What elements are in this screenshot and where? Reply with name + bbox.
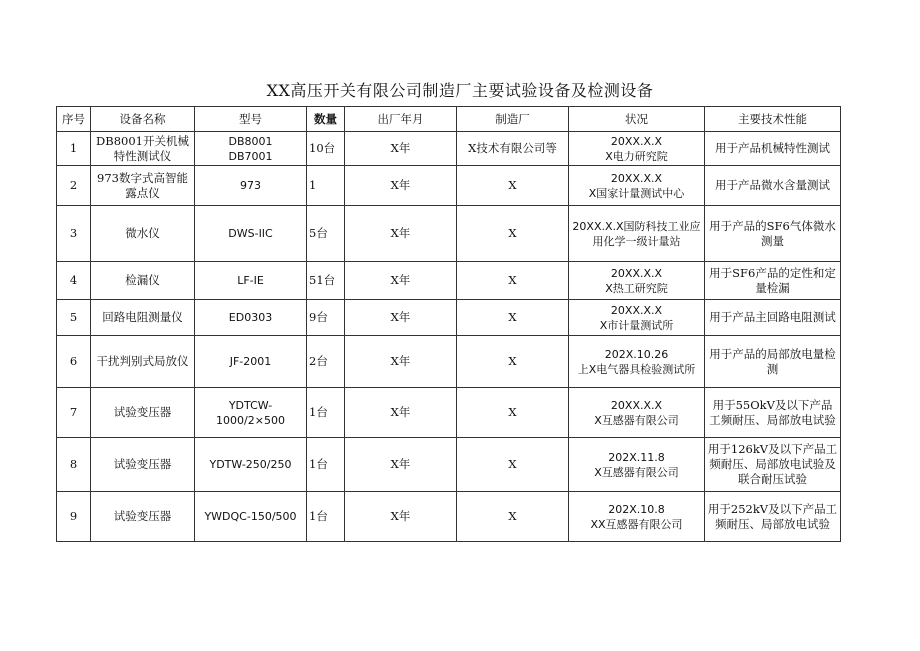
cell-status-text: X热工研究院 bbox=[605, 281, 668, 295]
cell-maker-text: X bbox=[508, 457, 517, 471]
cell-status-text: 202X.10.8 bbox=[608, 502, 665, 516]
cell-no-text: 6 bbox=[69, 354, 78, 368]
cell-qty-text: 2台 bbox=[309, 354, 328, 368]
cell-maker bbox=[457, 262, 569, 300]
cell-name bbox=[91, 336, 195, 388]
equipment-table bbox=[56, 106, 841, 542]
header-perf: 主要技术性能 bbox=[705, 107, 841, 132]
cell-name-text: 干扰判别式局放仪 bbox=[96, 354, 189, 368]
cell-no-text: 2 bbox=[69, 178, 78, 192]
cell-no bbox=[57, 492, 91, 542]
cell-year bbox=[345, 206, 457, 262]
cell-no-text: 9 bbox=[69, 509, 78, 523]
cell-perf-text: 用于126kV及以下产品工频耐压、局部放电试验及联合耐压试验 bbox=[707, 442, 838, 486]
cell-status bbox=[569, 388, 705, 438]
cell-status bbox=[569, 300, 705, 336]
cell-qty bbox=[307, 300, 345, 336]
cell-maker-text: X bbox=[508, 354, 517, 368]
cell-model bbox=[195, 132, 307, 166]
table-row bbox=[57, 300, 841, 336]
cell-qty-text: 1 bbox=[309, 178, 317, 192]
cell-status-text: 20XX.X.X bbox=[610, 303, 663, 317]
cell-maker-text: X bbox=[508, 226, 517, 240]
cell-status-text: 20XX.X.X bbox=[610, 134, 663, 148]
cell-no-text: 7 bbox=[69, 405, 78, 419]
cell-maker-text: X bbox=[508, 509, 517, 523]
cell-maker-text: X技术有限公司等 bbox=[468, 141, 557, 155]
cell-qty-text: 1台 bbox=[309, 509, 328, 523]
cell-model-text: DB7001 bbox=[228, 149, 273, 163]
cell-name bbox=[91, 206, 195, 262]
cell-year-text: X年 bbox=[390, 509, 411, 523]
header-no: 序号 bbox=[57, 107, 91, 132]
cell-no bbox=[57, 300, 91, 336]
cell-name-text: 试验变压器 bbox=[113, 509, 172, 523]
page-title: XX高压开关有限公司制造厂主要试验设备及检测设备 bbox=[266, 81, 654, 100]
cell-qty bbox=[307, 438, 345, 492]
cell-model-text: DB8001 bbox=[228, 134, 273, 148]
cell-status bbox=[569, 262, 705, 300]
cell-maker bbox=[457, 336, 569, 388]
cell-status-text: 上X电气器具检验测试所 bbox=[577, 362, 696, 376]
cell-status bbox=[569, 492, 705, 542]
cell-status-text: 202X.10.26 bbox=[604, 347, 669, 361]
cell-perf-text: 用于产品主回路电阻测试 bbox=[709, 310, 836, 324]
cell-year-text: X年 bbox=[390, 457, 411, 471]
cell-perf bbox=[705, 300, 841, 336]
cell-maker bbox=[457, 166, 569, 206]
cell-year bbox=[345, 132, 457, 166]
cell-model bbox=[195, 300, 307, 336]
cell-name-text: 检漏仪 bbox=[125, 273, 160, 287]
header-maker: 制造厂 bbox=[457, 107, 569, 132]
cell-perf-text: 用于产品的SF6气体微水测量 bbox=[709, 218, 836, 248]
cell-year-text: X年 bbox=[390, 310, 411, 324]
cell-name-text: 试验变压器 bbox=[113, 405, 172, 419]
header-qty: 数量 bbox=[307, 107, 345, 132]
cell-qty bbox=[307, 388, 345, 438]
cell-perf-text: 用于55OkV及以下产品工频耐压、局部放电试验 bbox=[709, 397, 836, 427]
cell-no bbox=[57, 132, 91, 166]
cell-year bbox=[345, 262, 457, 300]
cell-name-text: DB8001开关机械特性测试仪 bbox=[96, 133, 189, 163]
cell-model-text: JF-2001 bbox=[229, 355, 272, 368]
header-row bbox=[57, 107, 841, 132]
table-row bbox=[57, 336, 841, 388]
cell-model-text: ED0303 bbox=[228, 311, 273, 324]
table-row bbox=[57, 262, 841, 300]
header-name: 设备名称 bbox=[91, 107, 195, 132]
cell-year bbox=[345, 438, 457, 492]
cell-status-text: 20XX.X.X bbox=[610, 171, 663, 185]
cell-no-text: 3 bbox=[69, 226, 78, 240]
cell-qty-text: 1台 bbox=[309, 405, 328, 419]
cell-status bbox=[569, 206, 705, 262]
cell-status bbox=[569, 132, 705, 166]
cell-perf bbox=[705, 206, 841, 262]
cell-qty-text: 10台 bbox=[309, 141, 336, 155]
header-year: 出厂年月 bbox=[345, 107, 457, 132]
cell-name bbox=[91, 438, 195, 492]
cell-model-text: DWS-IIC bbox=[228, 227, 273, 240]
cell-year bbox=[345, 300, 457, 336]
cell-status-text: 20XX.X.X国防科技工业应 bbox=[572, 219, 701, 233]
cell-model bbox=[195, 438, 307, 492]
header-status: 状况 bbox=[569, 107, 705, 132]
cell-maker-text: X bbox=[508, 405, 517, 419]
table-row bbox=[57, 492, 841, 542]
cell-model-text: YDTCW-1000/2×500 bbox=[216, 398, 285, 427]
cell-perf-text: 用于产品微水含量测试 bbox=[715, 178, 830, 192]
header-model: 型号 bbox=[195, 107, 307, 132]
cell-maker-text: X bbox=[508, 178, 517, 192]
cell-status-text: X市计量测试所 bbox=[599, 318, 674, 332]
cell-name bbox=[91, 166, 195, 206]
cell-perf bbox=[705, 336, 841, 388]
cell-perf-text: 用于产品机械特性测试 bbox=[715, 141, 830, 155]
cell-name bbox=[91, 132, 195, 166]
cell-status-text: X互感器有限公司 bbox=[594, 413, 679, 427]
cell-name-text: 试验变压器 bbox=[113, 457, 172, 471]
cell-model bbox=[195, 166, 307, 206]
cell-perf bbox=[705, 132, 841, 166]
cell-name-text: 回路电阻测量仪 bbox=[102, 310, 183, 324]
cell-maker-text: X bbox=[508, 273, 517, 287]
cell-no-text: 4 bbox=[69, 273, 78, 287]
cell-model-text: YDTW-250/250 bbox=[209, 458, 292, 471]
cell-model bbox=[195, 336, 307, 388]
cell-status-text: 20XX.X.X bbox=[610, 266, 663, 280]
cell-qty bbox=[307, 262, 345, 300]
cell-status bbox=[569, 336, 705, 388]
table-row bbox=[57, 166, 841, 206]
cell-model-text: LF-IE bbox=[237, 274, 264, 287]
cell-perf bbox=[705, 262, 841, 300]
cell-perf-text: 用于SF6产品的定性和定量检漏 bbox=[709, 265, 836, 295]
cell-status-text: X国家计量测试中心 bbox=[588, 186, 685, 200]
cell-maker bbox=[457, 300, 569, 336]
cell-year-text: X年 bbox=[390, 141, 411, 155]
cell-name bbox=[91, 300, 195, 336]
cell-qty bbox=[307, 336, 345, 388]
cell-qty-text: 9台 bbox=[309, 310, 328, 324]
cell-year bbox=[345, 388, 457, 438]
cell-year-text: X年 bbox=[390, 405, 411, 419]
cell-status-text: 202X.11.8 bbox=[608, 450, 665, 464]
cell-maker bbox=[457, 132, 569, 166]
cell-no bbox=[57, 262, 91, 300]
cell-perf bbox=[705, 388, 841, 438]
cell-name bbox=[91, 492, 195, 542]
cell-qty bbox=[307, 206, 345, 262]
cell-perf bbox=[705, 492, 841, 542]
cell-qty bbox=[307, 132, 345, 166]
cell-no bbox=[57, 166, 91, 206]
cell-perf bbox=[705, 166, 841, 206]
cell-model-text: 973 bbox=[240, 179, 261, 192]
cell-year bbox=[345, 166, 457, 206]
cell-maker bbox=[457, 438, 569, 492]
cell-year bbox=[345, 336, 457, 388]
cell-qty-text: 51台 bbox=[309, 273, 336, 287]
table-row bbox=[57, 388, 841, 438]
cell-name-text: 微水仪 bbox=[125, 226, 160, 240]
cell-year-text: X年 bbox=[390, 178, 411, 192]
cell-perf bbox=[705, 438, 841, 492]
cell-no-text: 1 bbox=[69, 141, 78, 155]
cell-perf-text: 用于252kV及以下产品工频耐压、局部放电试验 bbox=[707, 501, 838, 531]
cell-status-text: XX互感器有限公司 bbox=[590, 517, 683, 531]
cell-status-text: 用化学一级计量站 bbox=[592, 234, 681, 248]
cell-status bbox=[569, 438, 705, 492]
cell-name-text: 973数字式高智能露点仪 bbox=[97, 170, 188, 200]
cell-no bbox=[57, 206, 91, 262]
cell-name bbox=[91, 388, 195, 438]
cell-model bbox=[195, 262, 307, 300]
cell-model bbox=[195, 388, 307, 438]
cell-model bbox=[195, 206, 307, 262]
table-row bbox=[57, 206, 841, 262]
cell-qty bbox=[307, 492, 345, 542]
cell-year-text: X年 bbox=[390, 273, 411, 287]
cell-year-text: X年 bbox=[390, 226, 411, 240]
cell-model bbox=[195, 492, 307, 542]
cell-no bbox=[57, 388, 91, 438]
table-row bbox=[57, 132, 841, 166]
cell-maker bbox=[457, 492, 569, 542]
cell-qty bbox=[307, 166, 345, 206]
table-row bbox=[57, 438, 841, 492]
cell-maker bbox=[457, 388, 569, 438]
cell-model-text: YWDQC-150/500 bbox=[204, 510, 297, 523]
cell-qty-text: 1台 bbox=[309, 457, 328, 471]
cell-no-text: 8 bbox=[69, 457, 78, 471]
cell-qty-text: 5台 bbox=[309, 226, 328, 240]
cell-maker bbox=[457, 206, 569, 262]
cell-year bbox=[345, 492, 457, 542]
cell-name bbox=[91, 262, 195, 300]
cell-perf-text: 用于产品的局部放电量检测 bbox=[709, 346, 836, 376]
cell-no-text: 5 bbox=[69, 310, 78, 324]
cell-status-text: X互感器有限公司 bbox=[594, 465, 679, 479]
cell-status-text: X电力研究院 bbox=[605, 149, 668, 163]
cell-no bbox=[57, 438, 91, 492]
cell-maker-text: X bbox=[508, 310, 517, 324]
cell-no bbox=[57, 336, 91, 388]
cell-year-text: X年 bbox=[390, 354, 411, 368]
cell-status bbox=[569, 166, 705, 206]
cell-status-text: 20XX.X.X bbox=[610, 398, 663, 412]
